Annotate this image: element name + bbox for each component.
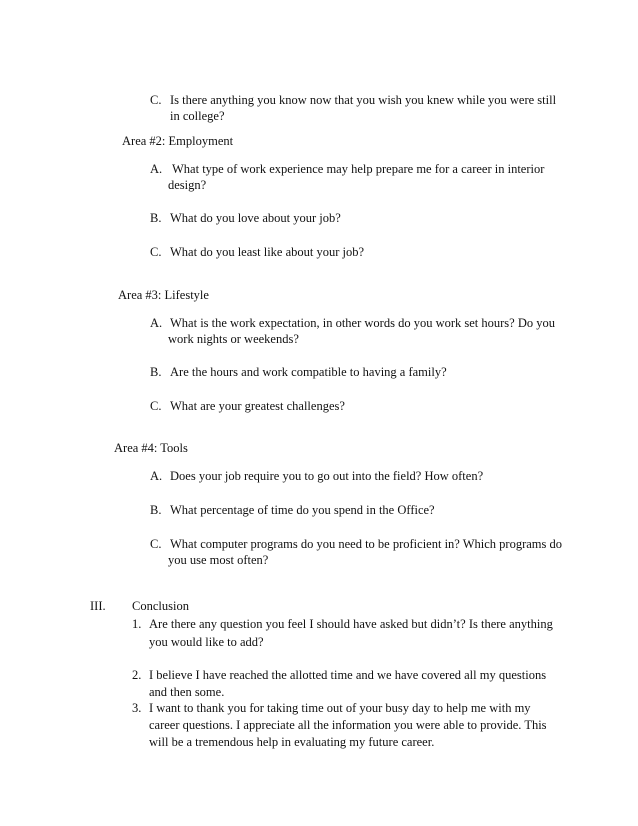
- area2-item-b-marker: B.: [150, 211, 162, 225]
- area2-item-a-line-1: What type of work experience may help prepare me for a career in interior: [172, 162, 545, 176]
- area2-item-a-line-2: design?: [168, 178, 207, 192]
- area3-item-c-marker: C.: [150, 399, 162, 413]
- area1-item-c-marker: C.: [150, 93, 162, 107]
- area3-item-a-line-1: What is the work expectation, in other words do you work set hours? Do you: [170, 316, 555, 330]
- area4-item-b-marker: B.: [150, 503, 162, 517]
- conclusion-item-2-line-1: I believe I have reached the allotted time and we have covered all my questions: [149, 668, 547, 682]
- area2-item-c-marker: C.: [150, 245, 162, 259]
- area2-item-b-text: What do you love about your job?: [170, 211, 341, 225]
- area2-item-c-text: What do you least like about your job?: [170, 245, 365, 259]
- area1-item-c-line-2: in college?: [170, 109, 225, 123]
- area3-item-b-text: Are the hours and work compatible to having a family?: [170, 365, 447, 379]
- area3-item-a-line-2: work nights or weekends?: [168, 332, 299, 346]
- conclusion-item-3-marker: 3.: [132, 701, 142, 715]
- area1-item-c-line-1: Is there anything you know now that you wish you knew while you were still: [170, 93, 557, 107]
- conclusion-item-1-line-1: Are there any question you feel I should have asked but didn’t? Is there anything: [149, 617, 553, 631]
- area3-item-c-text: What are your greatest challenges?: [170, 399, 345, 413]
- area4-heading: Area #4: Tools: [114, 441, 188, 455]
- section-3-title: Conclusion: [132, 599, 189, 613]
- conclusion-item-3-line-2: career questions. I appreciate all the information you were able to provide. This: [149, 718, 547, 732]
- area3-heading: Area #3: Lifestyle: [118, 288, 209, 302]
- area4-item-a-marker: A.: [150, 469, 163, 483]
- conclusion-item-3-line-3: will be a tremendous help in evaluating my future career.: [149, 735, 435, 749]
- area3-item-b-marker: B.: [150, 365, 162, 379]
- area4-item-b-text: What percentage of time do you spend in the Office?: [170, 503, 435, 517]
- conclusion-item-1-line-2: you would like to add?: [149, 635, 264, 649]
- conclusion-item-1-marker: 1.: [132, 617, 142, 631]
- conclusion-item-2-marker: 2.: [132, 668, 142, 682]
- area2-heading: Area #2: Employment: [122, 134, 234, 148]
- area2-item-a-marker: A.: [150, 162, 163, 176]
- area4-item-c-line-1: What computer programs do you need to be proficient in? Which programs do: [170, 537, 563, 551]
- area4-item-c-marker: C.: [150, 537, 162, 551]
- area4-item-a-text: Does your job require you to go out into the field? How often?: [170, 469, 484, 483]
- conclusion-item-2-line-2: and then some.: [149, 685, 225, 699]
- area4-item-c-line-2: you use most often?: [168, 553, 269, 567]
- conclusion-item-3-line-1: I want to thank you for taking time out of your busy day to help me with my: [149, 701, 531, 715]
- section-3-numeral: III.: [90, 599, 106, 613]
- area3-item-a-marker: A.: [150, 316, 163, 330]
